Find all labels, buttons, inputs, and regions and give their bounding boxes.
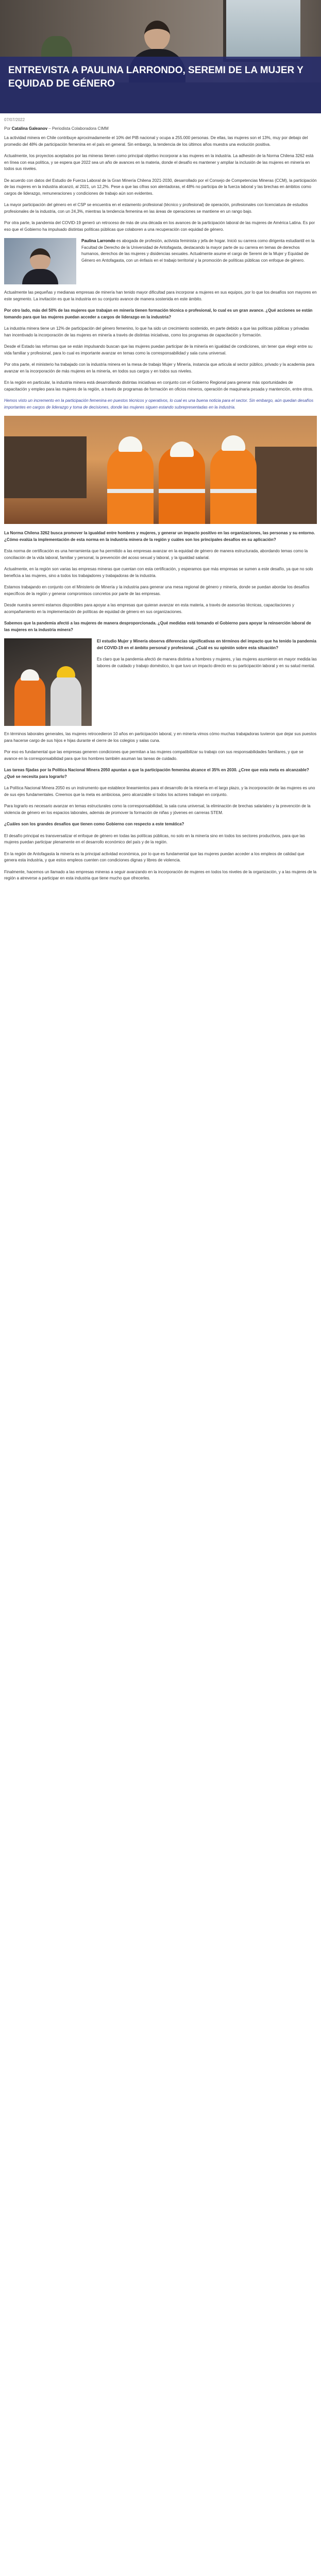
paragraph: En la región de Antofagasta la minería es la principal actividad económica, por lo que es fundamental que las mujeres puedan acceder a los empleos de calidad que genera esta industria, y que estos empleos cuenten con condiciones dignas y libres de violencia. [4, 851, 305, 862]
author-role: Periodista Colaboradora CIMM [52, 126, 109, 131]
split-section [4, 638, 317, 726]
paragraph: Por otra parte, la pandemia del COVID-19 generó un retroceso de más de una década en los avances de la participación laboral de las mujeres de América Latina. Es por eso que el Gobierno ha impulsado distintas políticas públicas que colaboren a una recuperación con equidad de género. [4, 221, 315, 232]
paragraph: El desafío principal es transversalizar el enfoque de género en todas las políticas públicas, no solo en la minería sino en todos los sectores productivos, para que las mujeres puedan participar plenamente en el desarrollo económico del país y de la región. [4, 833, 305, 844]
paragraph: La mayor participación del género en el CSP se encuentra en el estamento profesional (técnico y profesional) de operación, profesionales con licenciatura de estudios profesionales de la industria, con un 24,3%, mientras la tendencia femenina en las áreas de operaciones se mantiene en un rango bajo. [4, 202, 308, 214]
quote-paragraph: Hemos visto un incremento en la participación femenina en puestos técnicos y operativos, lo cual es una buena noticia para el sector. Sin embargo, aún quedan desafíos importantes en cargos de liderazgo y toma de decisiones, donde las mujeres siguen estando subrepresentadas en la industria. [4, 398, 314, 410]
split-text [97, 638, 317, 726]
question: La Norma Chilena 3262 busca promover la igualdad entre hombres y mujeres, y generar un impacto positivo en las organizaciones, las personas y su entorno. ¿Cómo evalúa la implementación de esta norma en la industria minera de la región y cuáles son los principales desafíos en su aplicación? [4, 531, 315, 542]
miners-photo [4, 416, 317, 524]
paragraph: Desde el Estado las reformas que se están impulsando buscan que las mujeres puedan participar de la minería en igualdad de condiciones, sin tener que elegir entre su vida familiar y profesional, para lo cual es importante avanzar en temas como la corresponsabilidad y sala cuna universal. [4, 344, 313, 355]
hero-window [223, 0, 300, 62]
profile-block [4, 238, 317, 284]
paragraph: Esta norma de certificación es una herramienta que ha permitido a las empresas avanzar en la equidad de género de manera estructurada, abordando temas como la conciliación de la vida laboral, familiar y personal, la prevención del acoso sexual y laboral, y la igualdad salarial. [4, 549, 308, 560]
paragraph: La Política Nacional Minera 2050 es un instrumento que establece lineamientos para el desarrollo de la minería en el largo plazo, y la incorporación de las mujeres es uno de sus ejes fundamentales. Creemos que la meta es ambiciosa, pero alcanzable si todos los actores trabajan en conjunto. [4, 786, 315, 797]
paragraph: Es claro que la pandemia afectó de manera distinta a hombres y mujeres, y las mujeres asumieron en mayor medida las labores de cuidado y trabajo doméstico, lo que tuvo un impacto directo en su participación laboral y en su salud mental. [97, 657, 317, 668]
paragraph: Actualmente, los proyectos aceptados por las mineras tienen como principal objetivo incorporar a las mujeres en la industria. La adhesión de la Norma Chilena 3262 está en línea con esa política, y se espera que 2022 sea un año de avances en la materia, donde el desafío es mantener y ampliar la inclusión de las mujeres en minería en todos sus niveles. [4, 154, 314, 171]
paragraph: Por eso es fundamental que las empresas generen condiciones que permitan a las mujeres compatibilizar su trabajo con sus responsabilidades familiares, y que se avance en la corresponsabilidad para que los hombres también asuman las tareas de cuidado. [4, 750, 303, 761]
paragraph: Para lograrlo es necesario avanzar en temas estructurales como la corresponsabilidad, la sala cuna universal, la eliminación de brechas salariales y la prevención de la violencia de género en los espacios laborales, además de promover la formación de niñas y jóvenes en carreras STEM. [4, 804, 311, 815]
paragraph: Estamos trabajando en conjunto con el Ministerio de Minería y la industria para generar una mesa regional de género y minería, donde se puedan abordar los desafíos específicos de la región y generar compromisos concretos por parte de las empresas. [4, 585, 310, 596]
paragraph: De acuerdo con datos del Estudio de Fuerza Laboral de la Gran Minería Chilena 2021-2030, desarrollado por el Consejo de Competencias Mineras (CCM), la participación de las mujeres en la industria alcanzó, al 2021, un 12,2%. Pese a que las cifras son alentadoras, el 48% no participa de la fuerza laboral y las brechas en ámbitos como cargos de liderazgo, remuneraciones y condiciones de trabajo aún son evidentes. [4, 178, 317, 196]
paragraph: Actualmente las pequeñas y medianas empresas de minería han tenido mayor dificultad para incorporar a mujeres en sus equipos, por lo que los desafíos son mayores en este segmento. La invitación es que la industria en su conjunto avance de manera sostenida en este ámbito. [4, 290, 317, 301]
byline: Por Catalina Galeanov – Periodista Colaboradora CIMM [4, 126, 109, 131]
article-title: ENTREVISTA A PAULINA LARRONDO, SEREMI DE LA MUJER Y EQUIDAD DE GÉNERO [8, 65, 303, 89]
paragraph: En términos laborales generales, las mujeres retrocedieron 10 años en participación laboral, y en minería vimos cómo muchas trabajadoras tuvieron que dejar sus puestos para hacerse cargo de sus hijos e hijas durante el cierre de los colegios y salas cuna. [4, 732, 317, 743]
article-date: 07/07/2022 [4, 117, 25, 122]
question: Por otro lado, más del 50% de las mujeres que trabajan en minería tienen formación técnica o profesional, lo cual es un gran avance. ¿Qué acciones se están tomando para que las mujeres puedan acceder a cargos de liderazgo en la industria? [4, 308, 313, 319]
paragraph: Finalmente, hacemos un llamado a las empresas mineras a seguir avanzando en la incorporación de mujeres en todos los niveles de la organización, y a las mujeres de la región a atreverse a participar en esta industria que tiene mucho que ofrecerles. [4, 869, 317, 880]
profile-bio: es abogada de profesión, activista feminista y jefa de hogar. Inició su carrera como dirigenta estudiantil en la Facultad de Derecho de la Universidad de Antofagasta, destacando la mayor parte de su carrera en temas de derechos humanos, derechos de las mujeres y disidencias sexuales. Actualmente asume el cargo de Seremi de la Mujer y Equidad de Género en Antofagasta, con un énfasis en el trabajo territorial y la promoción de políticas públicas con enfoque de género. [81, 239, 315, 263]
workers-photo [4, 638, 92, 726]
question: Sabemos que la pandemia afectó a las mujeres de manera desproporcionada. ¿Qué medidas está tomando el Gobierno para apoyar la reinserción laboral de las mujeres en la industria minera? [4, 621, 311, 632]
question: Las tareas fijadas por la Política Nacional Minera 2050 apuntan a que la participación femenina alcance el 35% en 2030. ¿Cree que esta meta es alcanzable? ¿Qué se necesita para lograrlo? [4, 768, 309, 779]
question: El estudio Mujer y Minería observa diferencias significativas en términos del impacto que ha tenido la pandemia del COVID-19 en el ámbito personal y profesional. ¿Cuál es su opinión sobre esta situación? [97, 639, 316, 650]
title-banner [0, 57, 321, 113]
paragraph: Desde nuestra seremi estamos disponibles para apoyar a las empresas que quieran avanzar en esta materia, a través de asesorías técnicas, capacitaciones y acompañamiento en la implementación de políticas de equidad de género en sus organizaciones. [4, 603, 294, 614]
question: ¿Cuáles son los grandes desafíos que tienen como Gobierno con respecto a este temática? [4, 822, 184, 826]
paragraph: Actualmente, en la región son varias las empresas mineras que cuentan con esta certificación, y esperamos que más empresas se sumen a este desafío, ya que no solo beneficia a las mujeres, sino a todos los trabajadores y trabajadoras de la industria. [4, 567, 313, 578]
paragraph: Por otra parte, el ministerio ha trabajado con la industria minera en la mesa de trabajo Mujer y Minería, instancia que articula al sector público, privado y la academia para avanzar en la incorporación de más mujeres en la minería, en todos sus cargos y en todos sus niveles. [4, 362, 315, 374]
paragraph: La actividad minera en Chile contribuye aproximadamente el 10% del PIB nacional y ocupa a 255.000 personas. De ellas, las mujeres son el 13%, muy por debajo del promedio del 48% de participación femenina en el país en general. Sin embargo, la tendencia de los últimos años muestra una evolución positiva. [4, 135, 308, 147]
paragraph: La industria minera tiene un 12% de participación del género femenino, lo que ha sido un crecimiento sostenido, en parte debido a que las políticas públicas y privadas han incentivado la incorporación de las mujeres en minería a través de distintas iniciativas, como los programas de capacitación y formación. [4, 326, 309, 337]
author-name[interactable]: Catalina Galeanov [11, 126, 48, 131]
profile-photo [4, 238, 76, 284]
article-body [0, 135, 321, 882]
byline-prefix: Por [4, 126, 11, 131]
profile-name: Paulina Larrondo [81, 239, 115, 243]
hero-image [0, 0, 321, 113]
profile-text [81, 238, 317, 284]
paragraph: En la región en particular, la industria minera está desarrollando distintas iniciativas en conjunto con el Gobierno Regional para generar más oportunidades de capacitación y empleo para las mujeres de la región, a través de programas de formación en oficios mineros, operación de maquinaria pesada y mantención, entre otros. [4, 380, 313, 392]
